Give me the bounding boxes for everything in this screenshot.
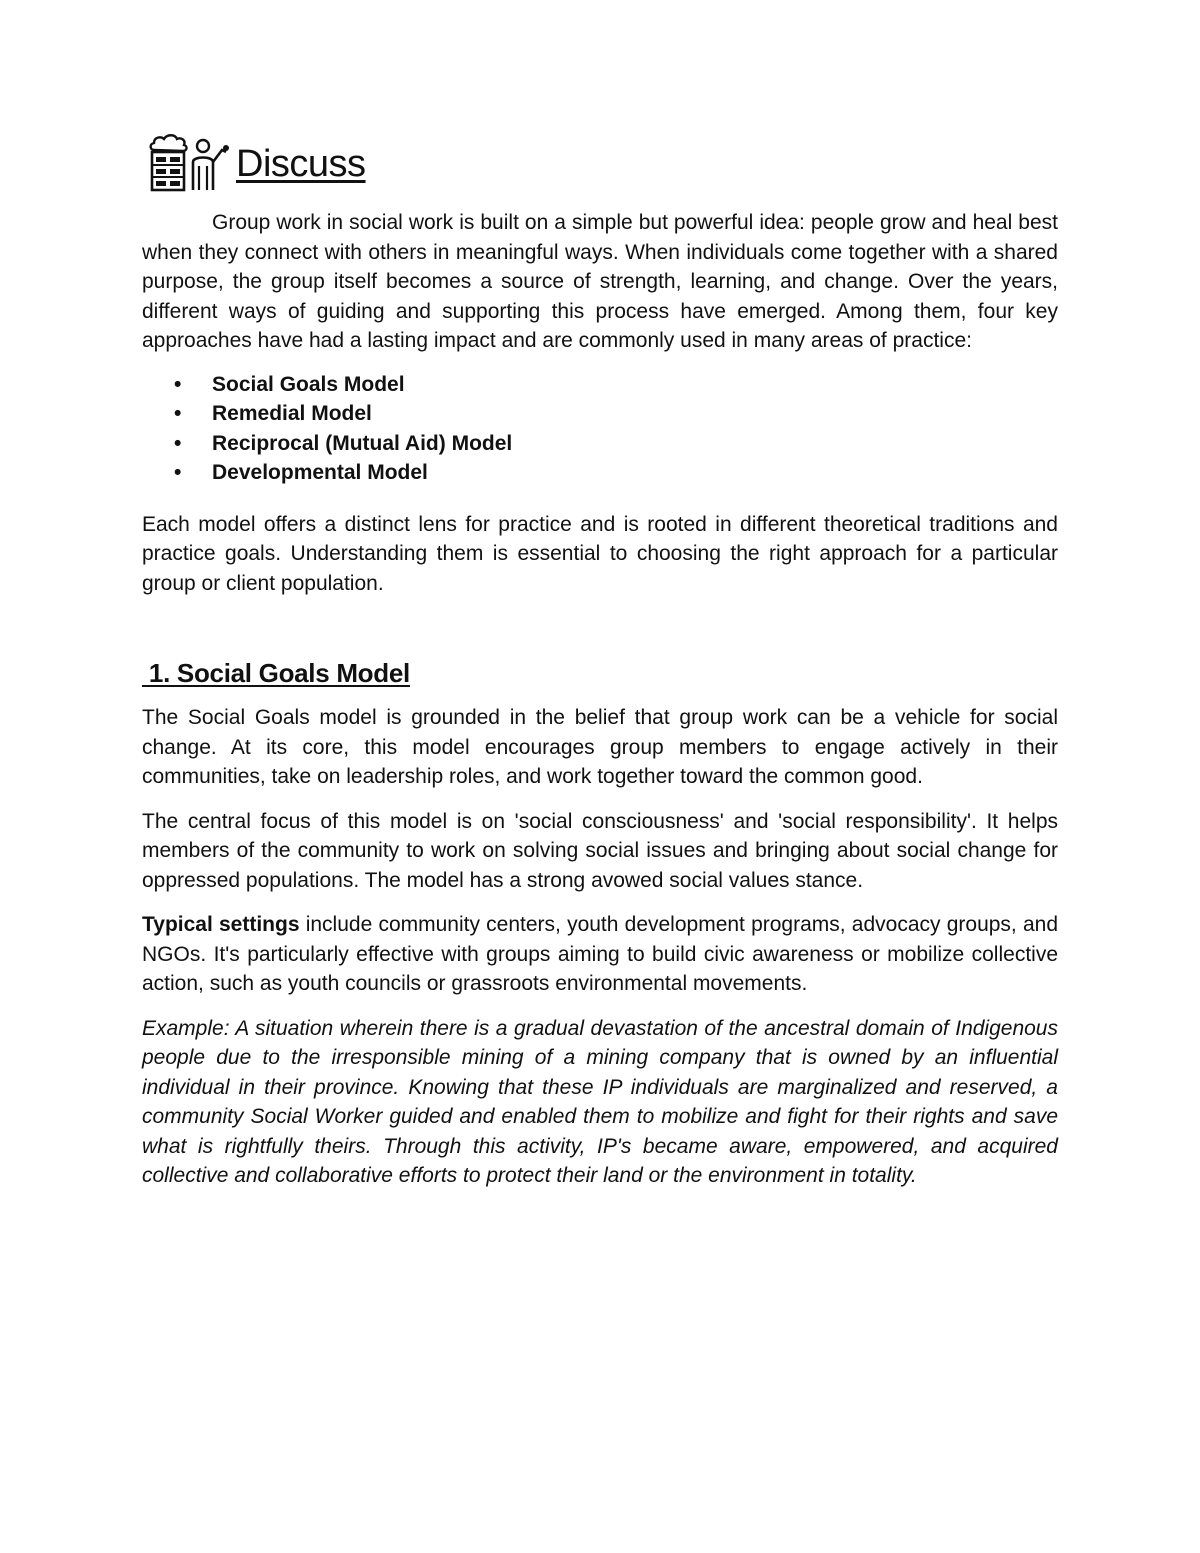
- section-paragraph-2: The central focus of this model is on 'social consciousness' and 'social responsibility'. It helps members of the community to work on solving social issues and bringing about social change for oppressed populations. The model has a strong avowed social values stance.: [142, 809, 1058, 892]
- summary-paragraph: Each model offers a distinct lens for practice and is rooted in different theoretical traditions and practice goals. Understanding them is essential to choosing the right approach for a particular group or client population.: [142, 512, 1058, 595]
- intro-paragraph: Group work in social work is built on a simple but powerful idea: people grow and heal best when they connect with others in meaningful ways. When individuals come together with a shared purpose, the group itself becomes a source of strength, learning, and change. Over the years, different ways of guiding and supporting this process have emerged. Among them, four key approaches have had a lasting impact and are commonly used in many areas of practice:: [142, 211, 1058, 352]
- bullet-icon: •: [174, 461, 182, 484]
- document-page: [142, 128, 1058, 1191]
- section-heading: 1. Social Goals Model: [142, 658, 410, 688]
- example-paragraph: Example: A situation wherein there is a gradual devastation of the ancestral domain of Indigenous people due to the irresponsible mining of a mining company that is owned by an influential individual in their province. Knowing that these IP individuals are marginalized and reserved, a community Social Worker guided and enabled them to mobilize and fight for their rights and save what is rightfully theirs. Through this activity, IP's became aware, empowered, and acquired collective and collaborative efforts to protect their land or the environment in totality.: [142, 1016, 1058, 1187]
- bullet-icon: •: [174, 431, 182, 455]
- settings-label: Typical settings: [142, 913, 300, 936]
- list-item: • Remedial Model: [142, 399, 1058, 429]
- settings-paragraph: [142, 910, 1058, 999]
- discuss-title: Discuss: [236, 143, 366, 185]
- section-paragraph-1: The Social Goals model is grounded in the belief that group work can be a vehicle for social change. At its core, this model encourages group members to engage actively in their communities, take on leadership roles, and work together toward the common good.: [142, 706, 1058, 788]
- settings-text: include community centers, youth development programs, advocacy groups, and NGOs. It's particularly effective with groups aiming to build civic awareness or mobilize collective action, such as youth councils or grassroots environmental movements.: [142, 913, 1058, 995]
- list-item: • Reciprocal (Mutual Aid) Model: [142, 429, 1058, 459]
- list-item: • Social Goals Model: [142, 370, 1058, 400]
- bullet-icon: •: [174, 372, 182, 396]
- list-item: • Developmental Model: [142, 458, 1058, 488]
- models-list: [142, 370, 1058, 488]
- discuss-header: [142, 128, 1058, 194]
- chef-server-icon: [146, 132, 232, 194]
- bullet-icon: •: [174, 402, 182, 425]
